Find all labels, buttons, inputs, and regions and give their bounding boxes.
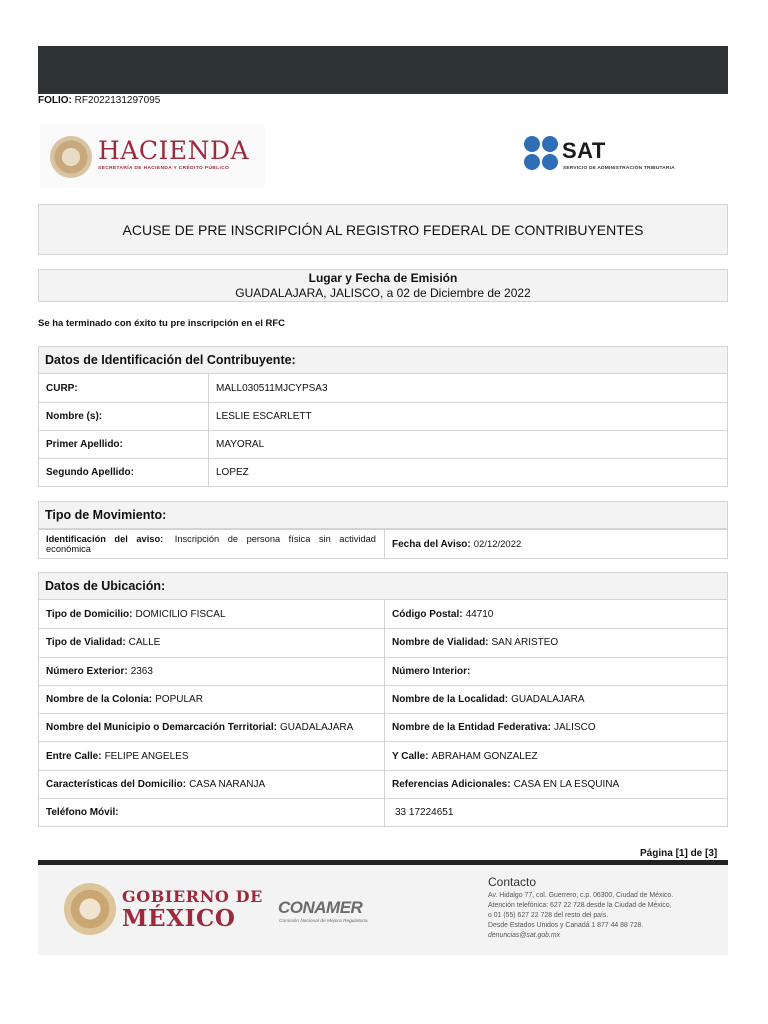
location-field-label: Nombre de la Colonia: (46, 694, 153, 706)
location-field-value: GUADALAJARA (279, 722, 354, 734)
location-row (39, 600, 727, 628)
location-right-cell (384, 771, 727, 798)
location-right-cell (384, 799, 727, 826)
location-field-label: Entre Calle: (46, 750, 102, 762)
contact-block (488, 874, 723, 941)
top-banner (38, 46, 728, 94)
location-field-value: 44710 (465, 608, 494, 620)
sat-name: SAT (562, 138, 606, 163)
identification-label: Segundo Apellido: (46, 467, 134, 478)
gobierno-seal-icon (64, 883, 116, 935)
location-row (39, 798, 727, 826)
movement-section (38, 501, 728, 559)
location-field-value: CASA NARANJA (189, 778, 266, 790)
identification-value: MALL030511MJCYPSA3 (208, 374, 727, 402)
contact-title: Contacto (488, 875, 537, 889)
location-field-label: Características del Domicilio: (46, 778, 187, 790)
place-date-box (38, 269, 728, 302)
page-indicator: Página [1] de [3] (640, 848, 718, 859)
location-field-label: Nombre de la Localidad: (392, 694, 509, 706)
identification-title: Datos de Identificación del Contribuyente: (39, 347, 727, 374)
location-field-value: DOMICILIO FISCAL (135, 608, 226, 620)
folio-value: RF2022131297095 (74, 95, 161, 106)
location-right-cell (384, 658, 727, 685)
fecha-aviso-value: 02/12/2022 (473, 538, 522, 550)
document-title: ACUSE DE PRE INSCRIPCIÓN AL REGISTRO FEDERAL DE CONTRIBUYENTES (38, 204, 728, 255)
contact-line: o 01 (55) 627 22 728 del resto del país. (488, 912, 609, 919)
aviso-value: Inscripción de persona física sin actividad económica (46, 533, 376, 554)
location-row (39, 628, 727, 656)
location-field-value: CALLE (128, 637, 161, 649)
identification-row (39, 374, 727, 402)
national-seal-icon (50, 136, 92, 178)
location-row (39, 685, 727, 713)
location-right-cell (384, 629, 727, 656)
fecha-aviso-label: Fecha del Aviso: (392, 538, 471, 550)
location-left-cell (39, 714, 384, 741)
identification-value: MAYORAL (208, 431, 727, 458)
location-left-cell (39, 600, 384, 628)
location-left-cell (39, 658, 384, 685)
aviso-label: Identificación del aviso: (46, 533, 164, 544)
identification-value: LESLIE ESCARLETT (208, 403, 727, 430)
location-row (39, 770, 727, 798)
identification-label: CURP: (46, 382, 78, 394)
location-field-value: JALISCO (553, 722, 596, 734)
identification-row (39, 402, 727, 430)
location-field-value: 33 17224651 (395, 807, 454, 819)
location-field-value: SAN ARISTEO (491, 637, 559, 649)
identification-row (39, 430, 727, 458)
gobierno-line1: GOBIERNO DE (122, 887, 263, 906)
location-field-label: Tipo de Vialidad: (46, 637, 126, 649)
contact-line: Av. Hidalgo 77, col. Guerrero, c.p. 06300, Ciudad de México. (488, 892, 674, 899)
folio: FOLIO: RF2022131297095 (38, 95, 161, 106)
location-right-cell (384, 600, 727, 628)
sat-logo (520, 130, 690, 180)
hacienda-subtitle: SECRETARÍA DE HACIENDA Y CRÉDITO PÚBLICO (98, 166, 230, 171)
sat-dots-icon (524, 136, 560, 172)
conamer-subtitle: Comisión Nacional de Mejora Regulatoria (279, 919, 368, 924)
place-date-label: Lugar y Fecha de Emisión (308, 271, 458, 285)
gobierno-line2: MÉXICO (122, 905, 236, 932)
location-right-cell (384, 686, 727, 713)
success-message: Se ha terminado con éxito tu pre inscripción en el RFC (38, 318, 286, 329)
identification-row (39, 458, 727, 486)
location-row (39, 657, 727, 685)
location-field-value: CASA EN LA ESQUINA (513, 778, 620, 790)
fecha-aviso-cell (384, 530, 727, 558)
conamer-logo: CONAMER (278, 898, 363, 917)
identification-value: LOPEZ (208, 459, 727, 486)
location-field-label: Nombre del Municipio o Demarcación Territorial: (46, 722, 277, 734)
aviso-cell (39, 530, 384, 558)
location-row (39, 713, 727, 741)
location-title: Datos de Ubicación: (39, 573, 727, 600)
location-left-cell (39, 629, 384, 656)
contact-email-link[interactable]: denuncias@sat.gob.mx (488, 932, 561, 939)
location-left-cell (39, 686, 384, 713)
location-field-label: Teléfono Móvil: (46, 807, 119, 819)
contact-line: Desde Estados Unidos y Canadá 1 877 44 88 728. (488, 922, 644, 929)
identification-section (38, 346, 728, 487)
location-field-value: GUADALAJARA (511, 694, 585, 706)
location-field-value: POPULAR (155, 694, 203, 706)
location-field-label: Nombre de la Entidad Federativa: (392, 722, 551, 734)
location-right-cell (384, 742, 727, 769)
footer (38, 865, 728, 955)
location-left-cell (39, 771, 384, 798)
location-field-label: Y Calle: (392, 750, 429, 762)
place-date-value: GUADALAJARA, JALISCO, a 02 de Diciembre de 2022 (235, 286, 531, 300)
location-section (38, 572, 728, 827)
hacienda-name: HACIENDA (98, 136, 250, 165)
location-left-cell (39, 799, 384, 826)
location-right-cell (384, 714, 727, 741)
sat-subtitle: SERVICIO DE ADMINISTRACIÓN TRIBUTARIA (563, 166, 675, 171)
location-field-value: ABRAHAM GONZALEZ (431, 750, 538, 762)
identification-label: Nombre (s): (46, 411, 103, 422)
hacienda-logo (40, 124, 265, 188)
location-left-cell (39, 742, 384, 769)
location-field-label: Número Exterior: (46, 665, 128, 677)
movement-title: Tipo de Movimiento: (39, 502, 727, 529)
location-field-label: Código Postal: (392, 608, 463, 620)
location-field-value: FELIPE ANGELES (104, 750, 189, 762)
location-field-value: 2363 (130, 665, 153, 677)
identification-label: Primer Apellido: (46, 439, 123, 450)
location-row (39, 741, 727, 769)
location-field-label: Tipo de Domicilio: (46, 608, 133, 620)
location-field-label: Nombre de Vialidad: (392, 637, 489, 649)
location-field-label: Número Interior: (392, 665, 471, 677)
location-field-label: Referencias Adicionales: (392, 778, 511, 790)
contact-line: Atención telefónica: 627 22 728 desde la Ciudad de México, (488, 902, 672, 909)
